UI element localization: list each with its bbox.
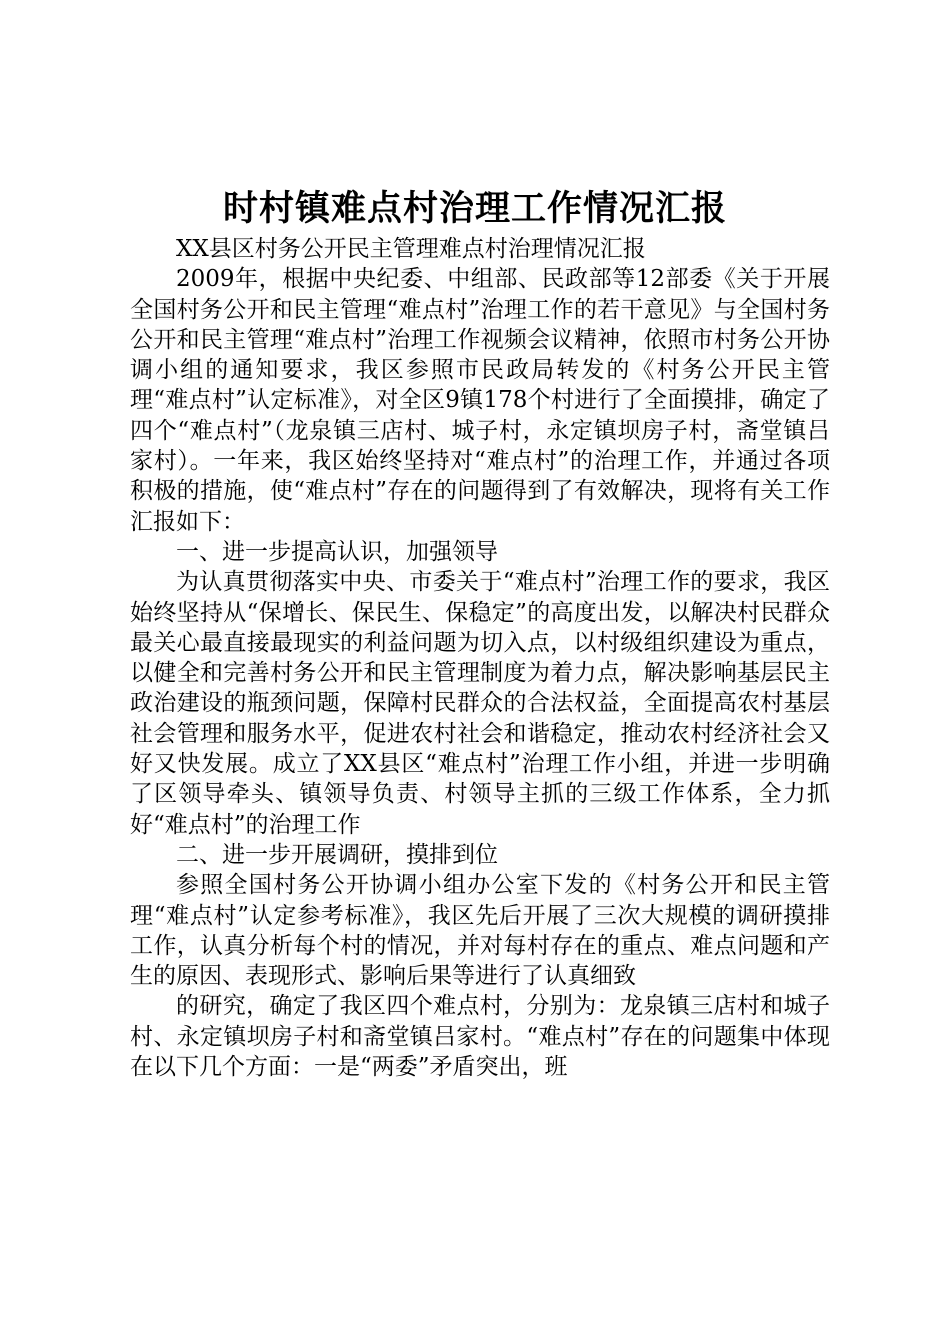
document-body — [130, 234, 830, 1082]
paragraph-background: 2009年，根据中央纪委、中组部、民政部等12部委《关于开展全国村务公开和民主管理“难点村”治理工作的若干意见》与全国村务公开和民主管理“难点村”治理工作视频会议精神，依照市村务公开协调小组的通知要求，我区参照市民政局转发的《村务公开民主管理“难点村”认定标准》，对全区9镇178个村进行了全面摸排，确定了四个“难点村”（龙泉镇三店村、城子村，永定镇坝房子村，斋堂镇吕家村）。一年来，我区始终坚持对“难点村”的治理工作，并通过各项积极的措施，使“难点村”存在的问题得到了有效解决，现将有关工作汇报如下： — [130, 266, 830, 535]
paragraph-report-subtitle: XX县区村务公开民主管理难点村治理情况汇报 — [176, 236, 646, 262]
paragraph-section-2: 参照全国村务公开协调小组办公室下发的《村务公开和民主管理“难点村”认定参考标准》，我区先后开展了三次大规模的调研摸排工作，认真分析每个村的情况，并对每村存在的重点、难点问题和产生的原因、表现形式、影响后果等进行了认真细致 — [130, 872, 830, 990]
section-heading-1: 一、进一步提高认识，加强领导 — [176, 538, 498, 565]
document-title: 时村镇难点村治理工作情况汇报 — [222, 188, 727, 229]
section-heading-2: 二、进一步开展调研，摸排到位 — [176, 841, 498, 868]
paragraph-section-1: 为认真贯彻落实中央、市委关于“难点村”治理工作的要求，我区始终坚持从“保增长、保民生、保稳定”的高度出发，以解决村民群众最关心最直接最现实的利益问题为切入点，以村级组织建设为重点，以健全和完善村务公开和民主管理制度为着力点，解决影响基层民主政治建设的瓶颈问题，保障村民群众的合法权益，全面提高农村基层社会管理和服务水平，促进农村社会和谐稳定，推动农村经济社会又好又快发展。成立了XX县区“难点村”治理工作小组，并进一步明确了区领导牵头、镇领导负责、村领导主抓的三级工作体系，全力抓好“难点村”的治理工作 — [130, 569, 830, 838]
paragraph-section-2-continued: 的研究，确定了我区四个难点村，分别为：龙泉镇三店村和城子村、永定镇坝房子村和斋堂镇吕家村。“难点村”存在的问题集中体现在以下几个方面：一是“两委”矛盾突出，班 — [130, 993, 830, 1081]
